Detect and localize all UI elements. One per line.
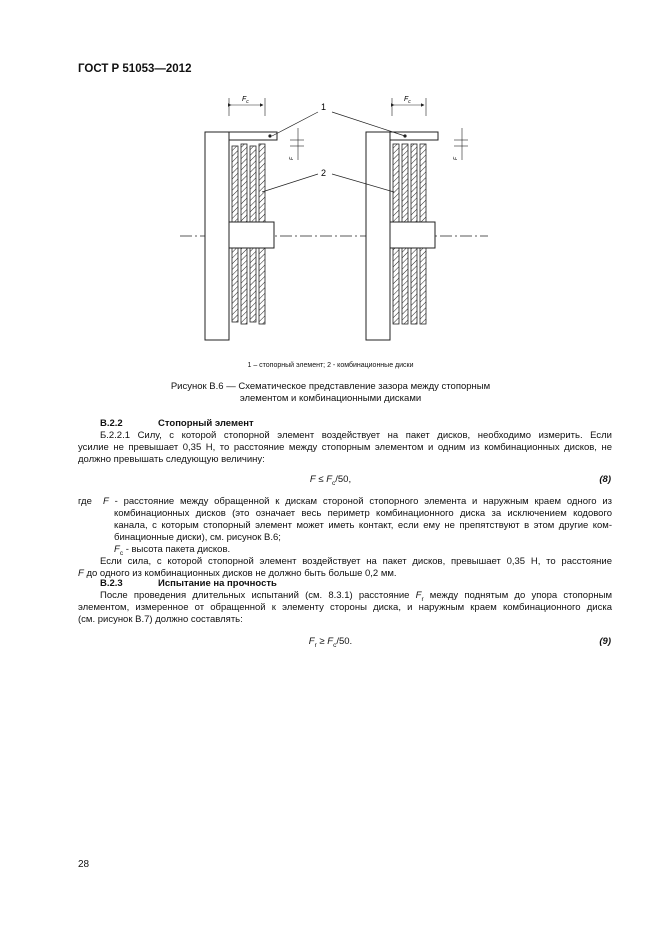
gap-diagram (170, 88, 500, 350)
def-F-line2: комбинационных дисков (это означает весь периметр комбинационного диска за исключением кодового (114, 508, 612, 519)
left-disc-3 (250, 146, 256, 222)
left-disc-2 (241, 144, 247, 222)
note-line1: Если сила, с которой стопорной элемент воздействует на пакет дисков, превышает 0,35 Н, то расстояние (100, 556, 612, 567)
right-disc-4 (420, 144, 426, 222)
para-b221-line1: Б.2.2.1 Силу, с которой стопорной элемент воздействует на пакет дисков, необходимо измерить. Если (100, 430, 612, 441)
formula-8-number: (8) (599, 474, 611, 485)
page-number: 28 (78, 859, 90, 870)
right-housing-plate (366, 132, 390, 340)
def-F-line3: канала, с которым стопорный элемент может иметь контакт, если ему не препятствуют в этом другие ком- (114, 520, 612, 531)
para-b221-line2: усилие не превышает 0,35 Н, то расстояние между стопорным элементом и одним из комбинационных дисков, не (78, 442, 612, 453)
para-b23-line2: элементом, измеренное от обращенной к элементу стороны диска, и наружным краем комбинационного диска (78, 602, 612, 613)
section-title-b22: Стопорный элемент (158, 418, 254, 429)
figure-caption: Рисунок В.6 — Схематическое представление зазора между стопорным элементом и комбинационными дисками (170, 381, 491, 404)
document-header: ГОСТ Р 51053—2012 (78, 63, 192, 75)
section-number-b22: В.2.2 (100, 418, 123, 429)
formula-9: $F_r \ge F_c/50$. (308, 636, 353, 649)
left-assembly (205, 98, 318, 340)
left-housing-plate (205, 132, 229, 340)
right-disc-3 (411, 144, 417, 222)
right-assembly (332, 98, 468, 340)
left-disc-1 (232, 146, 238, 222)
right-hub (390, 222, 435, 248)
dim-label-right: $F_c$ (404, 96, 411, 105)
section-number-b23: В.2.3 (100, 578, 123, 589)
section-title-b23: Испытание на прочность (158, 578, 277, 589)
gap-label-right: F (453, 156, 459, 160)
callout-1: 1 (321, 102, 327, 112)
left-hub (229, 222, 274, 248)
dim-label-left: $F_c$ (242, 96, 249, 105)
def-F-line4: бинационные диски), см. рисунок В.6; (114, 532, 281, 543)
right-disc-1 (393, 144, 399, 222)
para-b23-line3: (см. рисунок В.7) должно составлять: (78, 614, 243, 625)
callout-2: 2 (321, 168, 327, 178)
where-label: где (78, 496, 92, 507)
gap-label-left: F (289, 156, 295, 160)
left-disc-4 (259, 144, 265, 222)
note-line2: F до одного из комбинационных дисков не должно быть больше 0,2 мм. (78, 568, 397, 579)
para-b221-line3: должно превышать следующую величину: (78, 454, 265, 465)
def-F-line1: F - расстояние между обращенной к дискам стороной стопорного элемента и наружным краем одного из (103, 496, 612, 507)
def-Fc: $F_c$ - высота пакета дисков. (114, 544, 231, 557)
right-disc-2 (402, 144, 408, 222)
para-b23-line1: После проведения длительных испытаний (см. 8.3.1) расстояние $F_r$ между поднятым до упора стопорным (100, 590, 612, 603)
formula-9-number: (9) (599, 636, 611, 647)
formula-8: $F \le F_c/50$, (309, 474, 352, 487)
figure-legend: 1 – стопорный элемент; 2 - комбинационные диски (247, 362, 414, 369)
